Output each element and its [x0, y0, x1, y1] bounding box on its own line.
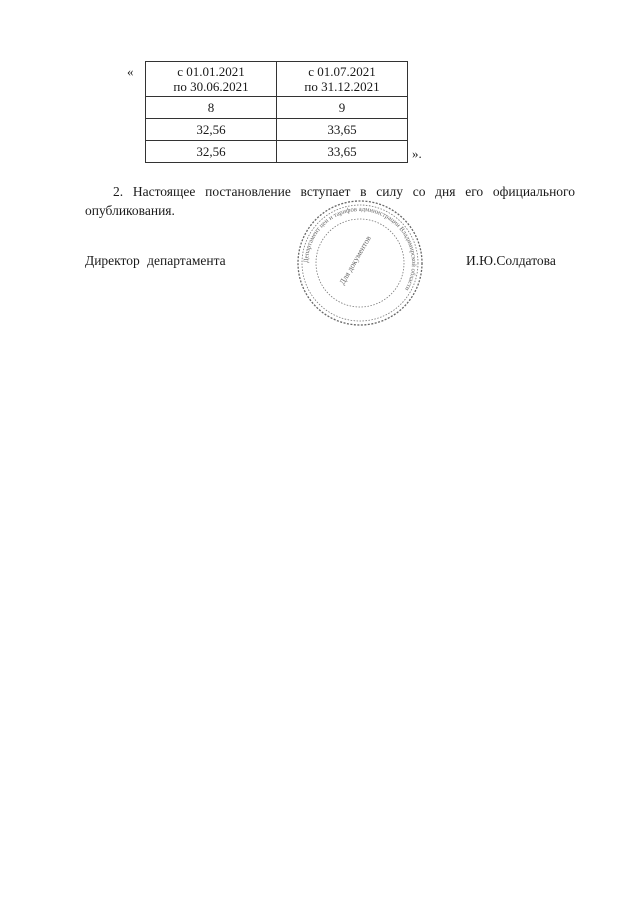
table-row [146, 97, 408, 119]
opening-quote: « [127, 64, 134, 79]
closing-quote: ». [412, 146, 422, 161]
seal-ring-text: Департамент цен и тарифов администрации Владимирской области [302, 205, 418, 292]
seal-inner-ring [316, 219, 404, 307]
table-cell: 33,65 [277, 119, 408, 141]
table-cell: 32,56 [146, 119, 277, 141]
period-start-line: с 01.01.2021 [177, 64, 245, 79]
effective-date-paragraph: 2. Настоящее постановление вступает в силу со дня его официального опубликования. [85, 184, 575, 218]
period-end-line: по 31.12.2021 [304, 79, 380, 94]
signatory-title: Директор департамента [85, 253, 226, 268]
tariff-table [145, 61, 408, 163]
seal-ring [302, 205, 418, 321]
seal-outer-ring [298, 201, 422, 325]
table-cell: 9 [277, 97, 408, 119]
table-row [146, 141, 408, 163]
table-cell: 32,56 [146, 141, 277, 163]
period-start-line: с 01.07.2021 [308, 64, 376, 79]
table-cell: 8 [146, 97, 277, 119]
seal-center-text: Для документов [337, 234, 373, 287]
signatory-name: И.Ю.Солдатова [466, 253, 556, 268]
official-seal-stamp [295, 198, 425, 328]
period-end-line: по 30.06.2021 [173, 79, 249, 94]
table-header-cell [146, 62, 277, 97]
table-header-row [146, 62, 408, 97]
table-header-cell [277, 62, 408, 97]
seal-center-text-group [338, 234, 373, 286]
table-row [146, 119, 408, 141]
table-cell: 33,65 [277, 141, 408, 163]
